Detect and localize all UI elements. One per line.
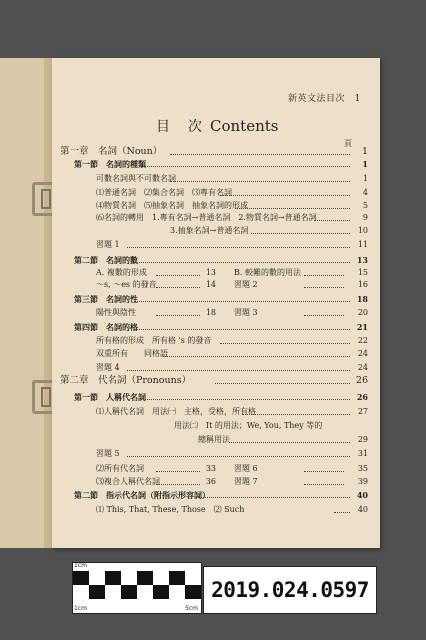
- leader-dots: [170, 147, 350, 155]
- scale-label-left: 1cm: [74, 605, 87, 612]
- toc-entry-text: ～s, ～es 的發音: [96, 280, 157, 289]
- running-head: 新英文法目次 1: [288, 94, 361, 104]
- toc-entry-text: A. 複數的形成: [96, 268, 147, 277]
- contents-page: [52, 58, 380, 548]
- toc-entry-text: ⑴普通名詞 ⑵集合名詞 ⑶專有名詞: [96, 188, 232, 197]
- toc-entry-text: ⑴ This, That, These, Those ⑵ Such: [96, 505, 245, 514]
- toc-entry-text: 第一節 名詞的種類: [74, 159, 146, 169]
- toc-entry-page: 26: [356, 392, 368, 402]
- toc-entry-page: 40: [357, 505, 368, 514]
- scale-cell: [73, 585, 89, 599]
- toc-entry-text: 總稱用法: [198, 435, 230, 444]
- scale-cell: [137, 585, 153, 599]
- toc-entry-text: ⑷物質名詞 ⑸抽象名詞 抽象名詞的形成: [96, 201, 248, 210]
- toc-entry-text: 3.抽象名詞→普通名詞: [170, 226, 249, 235]
- toc-entry-page: 22: [357, 336, 368, 345]
- toc-entry-page: 1: [361, 146, 368, 157]
- toc-entry-text: ⑶複合人稱代名詞: [96, 477, 160, 486]
- toc-entry-page: 13: [356, 255, 368, 265]
- leader-dots: [156, 464, 200, 472]
- leader-dots: [220, 188, 350, 196]
- toc-entry-page: 9: [362, 213, 368, 222]
- leader-dots: [127, 449, 350, 457]
- toc-entry-page: 16: [357, 280, 368, 289]
- toc-entry-page: 5: [362, 201, 368, 210]
- leader-dots: [134, 294, 350, 302]
- toc-entry-mid-page: 14: [205, 280, 216, 289]
- toc-entry-page: 15: [357, 268, 368, 277]
- scale-cell: [153, 585, 169, 599]
- toc-entry-mid-page: 13: [205, 268, 216, 277]
- leader-dots: [127, 240, 350, 248]
- scale-cell: [121, 571, 137, 585]
- title-english: Contents: [210, 117, 279, 135]
- toc-entry-mid-page: 33: [205, 464, 216, 473]
- toc-entry-text: 陽性與陰性: [96, 308, 136, 317]
- toc-entry-mid-page: 36: [205, 477, 216, 486]
- toc-entry-page: 18: [356, 294, 368, 304]
- scale-cell: [73, 571, 89, 585]
- toc-entry-text: ⑹名詞的轉用 1.專有名詞→普通名詞 2.物質名詞→普通名詞: [96, 213, 317, 222]
- toc-entry-text-second: 習題 6: [234, 464, 258, 473]
- toc-entry-text: 双重所有 同格語: [96, 349, 168, 358]
- toc-entry-page: 10: [357, 226, 368, 235]
- leader-dots: [134, 322, 350, 330]
- toc-entry-text: 用法㈡ It 的用法；We, You, They 等的: [174, 421, 323, 430]
- toc-entry-text: 習題 1: [96, 240, 120, 249]
- leader-dots: [304, 477, 344, 485]
- leader-dots: [304, 280, 344, 288]
- leader-dots: [229, 435, 350, 443]
- leader-dots: [134, 255, 350, 263]
- toc-entry-text: ⑴人稱代名詞 用法㈠ 主格，受格，所有格: [96, 407, 256, 416]
- leader-dots: [334, 505, 350, 513]
- scale-cell: [89, 585, 105, 599]
- leader-dots: [220, 336, 350, 344]
- leader-dots: [141, 392, 350, 400]
- toc-entry-page: 24: [357, 363, 368, 372]
- leader-dots: [304, 308, 344, 316]
- title-chinese: 目 次: [156, 119, 204, 135]
- toc-entry-page: 1: [362, 159, 368, 169]
- scale-cell: [185, 585, 201, 599]
- toc-entry-page: 27: [357, 407, 368, 416]
- toc-entry-text: ⑵所有代名詞: [96, 464, 144, 473]
- accession-number-label: 2019.024.0597: [203, 566, 377, 614]
- toc-entry-text: 第三節 名詞的性: [74, 294, 138, 304]
- toc-entry-page: 29: [357, 435, 368, 444]
- color-scale-bar: [72, 562, 202, 614]
- leader-dots: [198, 490, 350, 498]
- toc-entry-text: 第一章 名詞（Noun）: [60, 146, 163, 157]
- page-column-heading: 頁: [344, 139, 352, 148]
- toc-entry-page: 24: [357, 349, 368, 358]
- toc-entry-page: 20: [357, 308, 368, 317]
- leader-dots: [156, 268, 200, 276]
- scale-cell: [169, 571, 185, 585]
- scale-cell: [185, 571, 201, 585]
- toc-entry-page: 1: [362, 174, 368, 183]
- toc-entry-page: 35: [357, 464, 368, 473]
- scale-cell: [153, 571, 169, 585]
- scale-cell: [169, 585, 185, 599]
- leader-dots: [304, 268, 344, 276]
- toc-entry-text-second: 習題 3: [234, 308, 258, 317]
- leader-dots: [156, 308, 200, 316]
- toc-entry-page: 26: [355, 375, 368, 386]
- toc-entry-text: 習題 5: [96, 449, 120, 458]
- scale-cell: [137, 571, 153, 585]
- leader-dots: [127, 363, 350, 371]
- scale-label-bottom: 5cm: [185, 605, 198, 612]
- toc-entry-text-second: 習題 2: [234, 280, 258, 289]
- toc-entry-text: 可數名詞與不可數名詞: [96, 174, 176, 183]
- toc-entry-text: 第四節 名詞的格: [74, 322, 138, 332]
- leader-dots: [251, 226, 350, 234]
- page-title: [156, 116, 278, 136]
- leader-dots: [304, 464, 344, 472]
- toc-entry-text: 第二章 代名詞（Pronouns）: [60, 375, 192, 386]
- toc-entry-page: 40: [356, 490, 368, 500]
- toc-entry-text: 第二節 指示代名詞（附指示形容詞）: [74, 490, 210, 500]
- leader-dots: [215, 376, 350, 384]
- leader-dots: [235, 201, 350, 209]
- leader-dots: [242, 407, 350, 415]
- scale-cell: [89, 571, 105, 585]
- toc-entry-page: 4: [362, 188, 368, 197]
- toc-entry-text: 第一節 人稱代名詞: [74, 392, 146, 402]
- leader-dots: [156, 477, 200, 485]
- left-page-edge: [0, 58, 53, 548]
- leader-dots: [141, 159, 350, 167]
- scale-cell: [121, 585, 137, 599]
- toc-entry-text-second: B. 較難的數的用法: [234, 268, 301, 277]
- leader-dots: [314, 213, 350, 221]
- toc-entry-page: 31: [357, 449, 368, 458]
- toc-entry-mid-page: 18: [205, 308, 216, 317]
- leader-dots: [170, 174, 350, 182]
- scale-cell: [105, 585, 121, 599]
- scale-label-top: 1cm: [74, 562, 87, 569]
- toc-entry-page: 21: [356, 322, 368, 332]
- scale-cell: [105, 571, 121, 585]
- toc-entry-text: 習題 4: [96, 363, 120, 372]
- toc-entry-text: 所有格的形成 所有格 's 的發音: [96, 336, 212, 345]
- toc-entry-text-second: 習題 7: [234, 477, 258, 486]
- leader-dots: [156, 280, 200, 288]
- toc-entry-page: 11: [357, 240, 368, 249]
- toc-entry-page: 39: [357, 477, 368, 486]
- leader-dots: [163, 349, 350, 357]
- toc-entry-text: 第二節 名詞的數: [74, 255, 138, 265]
